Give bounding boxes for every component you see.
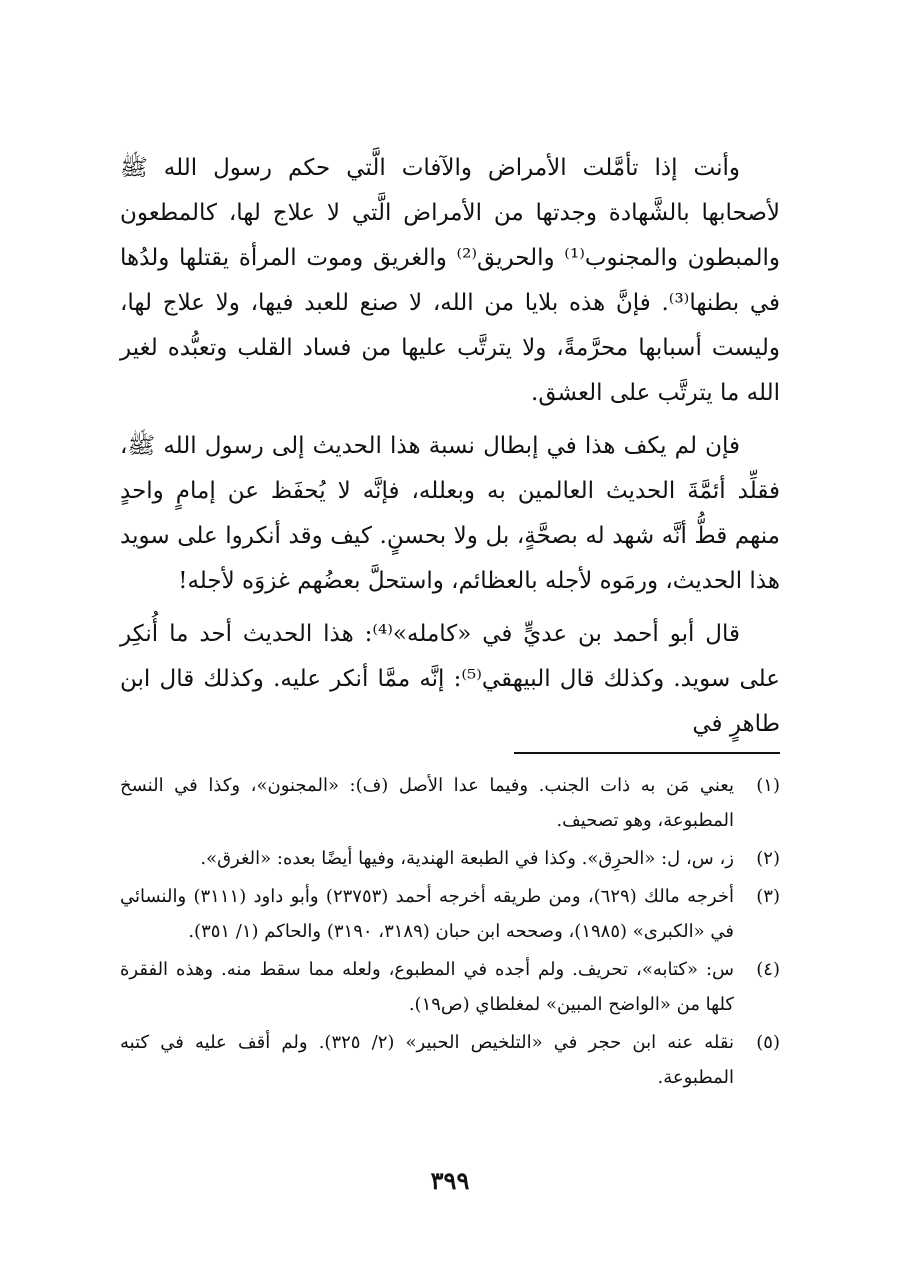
footnote-text: يعني مَن به ذات الجنب. وفيما عدا الأصل (ف): «المجنون»، وكذا في النسخ المطبوعة، وهو تصحيف. bbox=[120, 775, 734, 831]
page-number: ٣٩٩ bbox=[430, 1166, 470, 1195]
footnote-number: (٥) bbox=[756, 1032, 780, 1053]
paragraph: وأنت إذا تأمَّلت الأمراض والآفات الَّتي حكم رسول الله ﷺ لأصحابها بالشَّهادة وجدتها من الأمراض الَّتي لا علاج لها، كالمطعون والمبطون والمجنوب⁽¹⁾ والحريق⁽²⁾ والغريق وموت المرأة يقتلها ولدُها في بطنها⁽³⁾. فإنَّ هذه بلايا من الله، لا صنع للعبد فيها، ولا علاج لها، وليست أسبابها محرَّمةً، ولا يترتَّب عليها من فساد القلب وتعبُّده لغير الله ما يترتَّب على العشق. bbox=[120, 155, 781, 406]
footnotes bbox=[120, 768, 780, 1098]
footnote-item bbox=[120, 879, 780, 949]
footnote-text: أخرجه مالك (٦٢٩)، ومن طريقه أخرجه أحمد (٢٣٧٥٣) وأبو داود (٣١١١) والنسائي في «الكبرى» (١٩٨٥)، وصححه ابن حبان (٣١٨٩، ٣١٩٠) والحاكم (١/ ٣٥١). bbox=[120, 886, 734, 942]
paragraph: قال أبو أحمد بن عديٍّ في «كامله»⁽⁴⁾: هذا الحديث أحد ما أُنكِر على سويد. وكذلك قال البيهقي⁽⁵⁾: إنَّه ممَّا أنكر عليه. وكذلك قال ابن طاهرٍ في bbox=[120, 621, 780, 737]
paragraph: فإن لم يكف هذا في إبطال نسبة هذا الحديث إلى رسول الله ﷺ، فقلِّد أئمَّةَ الحديث العالمين به وبعلله، فإنَّه لا يُحفَظ عن إمامٍ واحدٍ منهم قطُّ أنَّه شهد له بصحَّةٍ، بل ولا بحسنٍ. كيف وقد أنكروا على سويد هذا الحديث، ورمَوه لأجله بالعظائم، واستحلَّ بعضُهم غزوَه لأجله! bbox=[120, 433, 780, 594]
footnote-text: س: «كتابه»، تحريف. ولم أجده في المطبوع، ولعله مما سقط منه. وهذه الفقرة كلها من «الواضح المبين» لمغلطاي (ص١٩). bbox=[120, 959, 734, 1015]
footnote-item bbox=[120, 952, 780, 1022]
footnote-number: (٣) bbox=[756, 886, 780, 907]
footnote-number: (١) bbox=[756, 775, 780, 796]
footnote-item bbox=[120, 1025, 780, 1095]
footnote-separator bbox=[514, 752, 780, 754]
footnote-text: ز، س، ل: «الحرِق». وكذا في الطبعة الهندية، وفيها أيضًا بعده: «الغرق». bbox=[200, 848, 734, 869]
main-text bbox=[120, 146, 780, 755]
footnote-item bbox=[120, 768, 780, 838]
footnote-item bbox=[120, 841, 780, 876]
footnote-number: (٢) bbox=[756, 848, 780, 869]
footnote-number: (٤) bbox=[756, 959, 780, 980]
footnote-text: نقله عنه ابن حجر في «التلخيص الحبير» (٢/ ٣٢٥). ولم أقف عليه في كتبه المطبوعة. bbox=[120, 1032, 734, 1088]
